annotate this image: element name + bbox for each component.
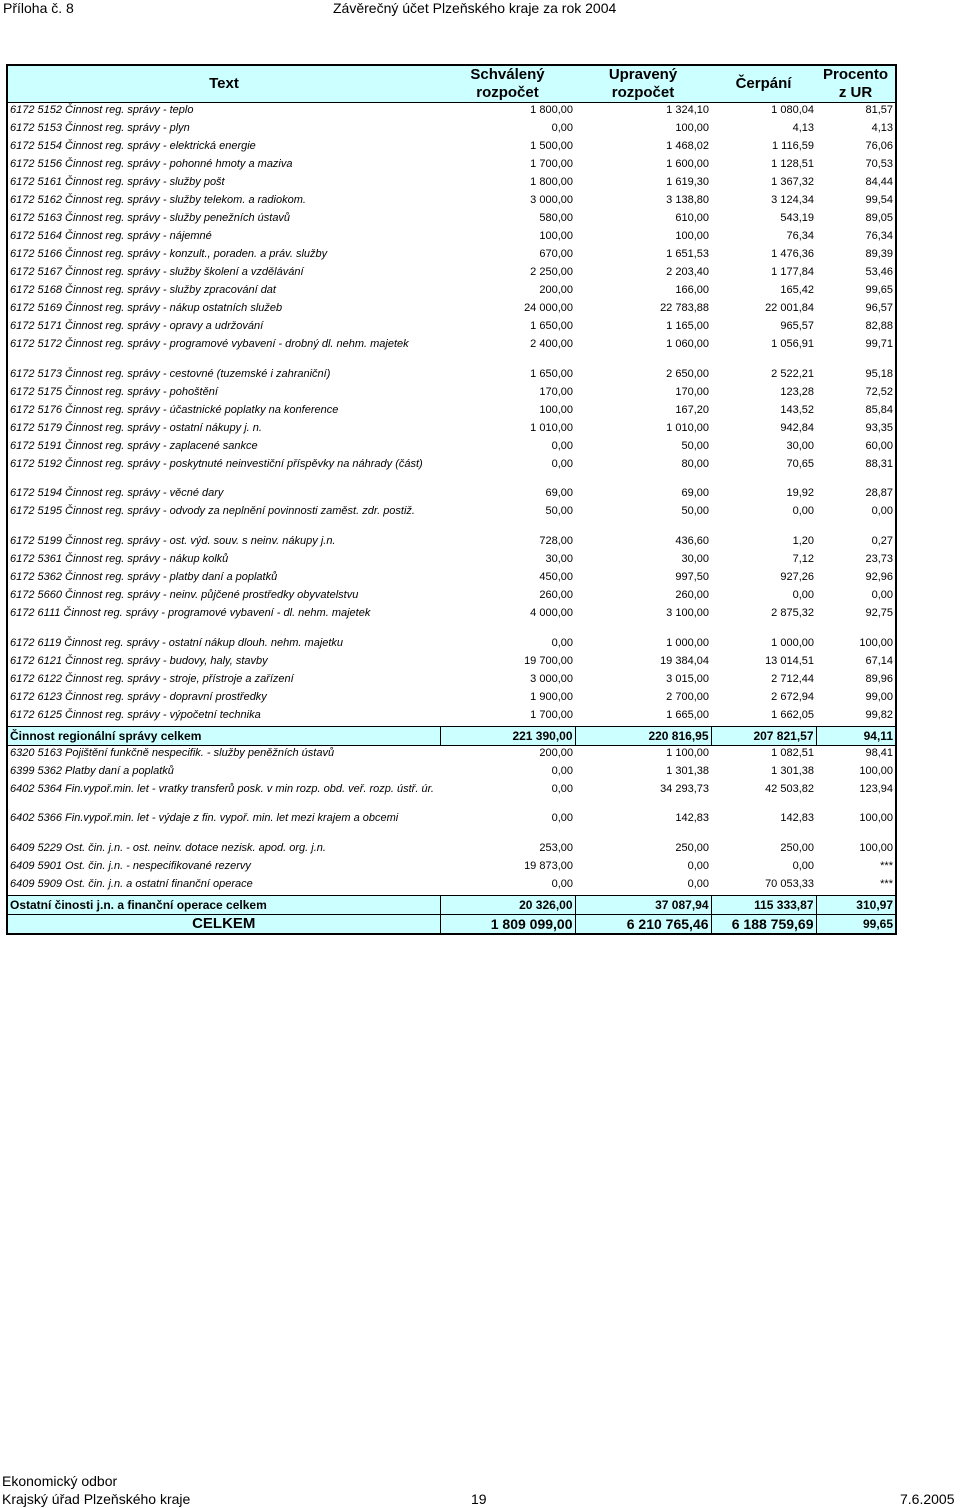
row-approved: 0,00 [551,812,573,824]
subtotal-spent: 115 333,87 [711,896,816,915]
row-approved: 1 700,00 [530,158,573,170]
row-percent: 99,54 [865,194,893,206]
table-row [7,486,896,504]
row-approved: 2 400,00 [530,338,573,350]
row-spent: 19,92 [786,487,814,499]
table-row [7,504,896,534]
row-approved: 0,00 [551,458,573,470]
table-row [7,764,896,782]
row-approved: 728,00 [539,535,573,547]
row-description: 6172 5164 Činnost reg. správy - nájemné [10,230,212,242]
row-adjusted: 34 293,73 [660,783,709,795]
row-percent: 23,73 [865,553,893,565]
row-approved: 2 250,00 [530,266,573,278]
row-adjusted: 1 301,38 [666,765,709,777]
row-adjusted: 436,60 [675,535,709,547]
subtotal-row-regional [7,727,896,746]
row-percent: 95,18 [865,368,893,380]
row-adjusted: 1 468,02 [666,140,709,152]
row-spent: 165,42 [780,284,814,296]
row-percent: 89,96 [865,673,893,685]
row-adjusted: 50,00 [681,505,709,517]
table-row [7,457,896,486]
row-adjusted: 2 650,00 [666,368,709,380]
row-spent: 1 080,04 [771,104,814,116]
table-body-regional [7,103,896,727]
row-spent: 1 082,51 [771,747,814,759]
row-approved: 1 800,00 [530,104,573,116]
row-approved: 1 500,00 [530,140,573,152]
row-adjusted: 30,00 [681,553,709,565]
row-percent: 99,00 [865,691,893,703]
total-approved: 1 809 099,00 [440,915,575,935]
row-adjusted: 170,00 [675,386,709,398]
subtotal-approved: 20 326,00 [440,896,575,915]
row-description: 6172 5195 Činnost reg. správy - odvody za neplnění povinnosti zaměst. zdr. postiž. [10,505,415,517]
subtotal-row-other [7,896,896,915]
row-approved: 1 700,00 [530,709,573,721]
row-approved: 200,00 [539,747,573,759]
grand-total-row [7,915,896,935]
row-approved: 253,00 [539,842,573,854]
subtotal-percent: 94,11 [816,727,896,746]
row-percent: 0,27 [871,535,893,547]
row-description: 6172 5362 Činnost reg. správy - platby daní a poplatků [10,571,278,583]
row-description: 6172 5361 Činnost reg. správy - nákup kolků [10,553,229,565]
row-description: 6172 6122 Činnost reg. správy - stroje, přístroje a zařízení [10,673,294,685]
row-percent: 85,84 [865,404,893,416]
row-adjusted: 1 619,30 [666,176,709,188]
row-percent: 123,94 [859,783,893,795]
row-spent: 1 056,91 [771,338,814,350]
row-approved: 450,00 [539,571,573,583]
col-header-text: Text [7,65,440,103]
row-spent: 1 128,51 [771,158,814,170]
row-approved: 69,00 [545,487,573,499]
table-row [7,570,896,588]
table-row [7,746,896,765]
row-approved: 1 650,00 [530,320,573,332]
row-adjusted: 167,20 [675,404,709,416]
table-row [7,439,896,457]
row-adjusted: 2 700,00 [666,691,709,703]
row-spent: 2 672,94 [771,691,814,703]
row-approved: 170,00 [539,386,573,398]
row-percent: 98,41 [865,747,893,759]
row-approved: 100,00 [539,230,573,242]
row-description: 6172 5163 Činnost reg. správy - služby penežních ústavů [10,212,291,224]
row-approved: 200,00 [539,284,573,296]
row-approved: 24 000,00 [524,302,573,314]
row-adjusted: 69,00 [681,487,709,499]
subtotal-other [7,896,896,935]
row-adjusted: 100,00 [675,230,709,242]
row-percent: 92,96 [865,571,893,583]
row-adjusted: 1 600,00 [666,158,709,170]
table-row [7,175,896,193]
row-spent: 123,28 [780,386,814,398]
row-description: 6172 5660 Činnost reg. správy - neinv. půjčené prostředky obyvatelstvu [10,589,359,601]
footer-department: Ekonomický odbor [2,1473,118,1489]
row-adjusted: 19 384,04 [660,655,709,667]
row-percent: 81,57 [865,104,893,116]
row-spent: 1 177,84 [771,266,814,278]
row-adjusted: 22 783,88 [660,302,709,314]
row-spent: 30,00 [786,440,814,452]
row-spent: 76,34 [786,230,814,242]
budget-table [6,64,897,935]
footer-office: Krajský úřad Plzeňského kraje [2,1491,191,1507]
row-percent: 99,71 [865,338,893,350]
document-title: Závěrečný účet Plzeňského kraje za rok 2004 [333,0,617,16]
row-approved: 19 873,00 [524,860,573,872]
table-row [7,229,896,247]
row-adjusted: 1 665,00 [666,709,709,721]
row-adjusted: 610,00 [675,212,709,224]
row-approved: 1 800,00 [530,176,573,188]
row-approved: 19 700,00 [524,655,573,667]
row-description: 6172 5171 Činnost reg. správy - opravy a udržování [10,320,264,332]
table-row [7,859,896,877]
table-row [7,301,896,319]
subtotal-label: Ostatní činosti j.n. a finanční operace celkem [7,896,440,915]
row-approved: 0,00 [551,440,573,452]
row-description: 6172 5156 Činnost reg. správy - pohonné hmoty a maziva [10,158,293,170]
row-approved: 1 900,00 [530,691,573,703]
footer-date: 7.6.2005 [900,1491,955,1507]
row-description: 6172 5166 Činnost reg. správy - konzult., poraden. a práv. služby [10,248,328,260]
table-row [7,782,896,811]
row-spent: 0,00 [792,505,814,517]
row-description: 6172 6125 Činnost reg. správy - výpočetní technika [10,709,261,721]
table-row [7,841,896,859]
row-description: 6172 5173 Činnost reg. správy - cestovné (tuzemské i zahraniční) [10,368,331,380]
row-approved: 3 000,00 [530,194,573,206]
row-adjusted: 1 000,00 [666,637,709,649]
row-description: 6402 5364 Fin.vypoř.min. let - vratky transferů posk. v min rozp. obd. veř. rozp. ústř. úr. [10,783,434,795]
row-adjusted: 166,00 [675,284,709,296]
table-body-other [7,746,896,896]
row-spent: 4,13 [792,122,814,134]
row-approved: 3 000,00 [530,673,573,685]
row-percent: 53,46 [865,266,893,278]
table-row [7,421,896,439]
row-description: 6172 5162 Činnost reg. správy - služby telekom. a radiokom. [10,194,306,206]
table-row [7,672,896,690]
row-spent: 927,26 [780,571,814,583]
page-number: 19 [471,1491,487,1507]
col-header-adjusted [575,65,711,103]
row-spent: 70,65 [786,458,814,470]
subtotal-spent: 207 821,57 [711,727,816,746]
row-description: 6172 5176 Činnost reg. správy - účastnické poplatky na konference [10,404,339,416]
row-percent: 0,00 [871,589,893,601]
col-header-adjusted-line2: rozpočet [611,84,675,101]
table-row [7,877,896,896]
row-description: 6172 5169 Činnost reg. správy - nákup ostatních služeb [10,302,283,314]
total-label: CELKEM [7,915,440,935]
table-row [7,606,896,636]
row-approved: 30,00 [545,553,573,565]
page-header [0,0,960,16]
table-row [7,367,896,385]
row-description: 6172 6119 Činnost reg. správy - ostatní nákup dlouh. nehm. majetku [10,637,344,649]
row-adjusted: 3 100,00 [666,607,709,619]
row-description: 6172 5168 Činnost reg. správy - služby zpracování dat [10,284,276,296]
row-percent: 72,52 [865,386,893,398]
row-description: 6409 5901 Ost. čin. j.n. - nespecifikované rezervy [10,860,251,872]
row-percent: 100,00 [859,812,893,824]
row-approved: 100,00 [539,404,573,416]
table-row [7,588,896,606]
col-header-percent [816,65,896,103]
row-percent: 100,00 [859,637,893,649]
row-percent: 0,00 [871,505,893,517]
subtotal-adjusted: 220 816,95 [575,727,711,746]
row-spent: 1 476,36 [771,248,814,260]
row-description: 6172 5172 Činnost reg. správy - programové vybavení - drobný dl. nehm. majetek [10,338,409,350]
row-percent: 60,00 [865,440,893,452]
row-adjusted: 80,00 [681,458,709,470]
row-description: 6172 5152 Činnost reg. správy - teplo [10,104,194,116]
table-row [7,265,896,283]
table-row [7,690,896,708]
row-percent: 70,53 [865,158,893,170]
table-row [7,552,896,570]
row-approved: 0,00 [551,637,573,649]
row-spent: 42 503,82 [765,783,814,795]
row-adjusted: 1 165,00 [666,320,709,332]
subtotal-regional [7,727,896,746]
total-spent: 6 188 759,69 [711,915,816,935]
col-header-adjusted-line1: Upravený [608,66,678,83]
row-approved: 580,00 [539,212,573,224]
table-row [7,654,896,672]
row-percent: 76,06 [865,140,893,152]
row-spent: 1,20 [792,535,814,547]
row-adjusted: 3 138,80 [666,194,709,206]
row-description: 6172 5194 Činnost reg. správy - věcné dary [10,487,224,499]
row-spent: 965,57 [780,320,814,332]
row-description: 6172 5153 Činnost reg. správy - plyn [10,122,190,134]
col-header-approved-line1: Schválený [470,66,545,83]
row-percent: 99,65 [865,284,893,296]
row-adjusted: 1 060,00 [666,338,709,350]
row-spent: 0,00 [792,589,814,601]
row-approved: 4 000,00 [530,607,573,619]
row-description: 6399 5362 Platby daní a poplatků [10,765,174,777]
row-approved: 0,00 [551,783,573,795]
row-adjusted: 1 010,00 [666,422,709,434]
row-spent: 0,00 [792,860,814,872]
table-row [7,193,896,211]
row-spent: 7,12 [792,553,814,565]
row-percent: 89,05 [865,212,893,224]
total-percent: 99,65 [816,915,896,935]
table-row [7,811,896,841]
row-adjusted: 50,00 [681,440,709,452]
annex-label: Příloha č. 8 [3,0,74,16]
table-row [7,534,896,552]
row-description: 6320 5163 Pojištění funkčně nespecifik. - služby peněžních ústavů [10,747,335,759]
row-adjusted: 260,00 [675,589,709,601]
row-percent: 82,88 [865,320,893,332]
table-row [7,247,896,265]
table-row [7,283,896,301]
row-spent: 70 053,33 [765,878,814,890]
row-adjusted: 1 100,00 [666,747,709,759]
row-adjusted: 3 015,00 [666,673,709,685]
row-spent: 2 522,21 [771,368,814,380]
row-adjusted: 1 651,53 [666,248,709,260]
table-row [7,337,896,367]
table-row [7,121,896,139]
table-row [7,636,896,654]
col-header-spent: Čerpání [711,65,816,103]
row-adjusted: 250,00 [675,842,709,854]
subtotal-adjusted: 37 087,94 [575,896,711,915]
row-description: 6172 6111 Činnost reg. správy - programové vybavení - dl. nehm. majetek [10,607,371,619]
row-approved: 0,00 [551,878,573,890]
row-description: 6409 5229 Ost. čin. j.n. - ost. neinv. dotace nezisk. apod. org. j.n. [10,842,326,854]
col-header-approved-line2: rozpočet [476,84,539,101]
row-percent: *** [880,860,893,872]
table-row [7,157,896,175]
row-description: 6172 6123 Činnost reg. správy - dopravní prostředky [10,691,267,703]
row-spent: 143,52 [780,404,814,416]
row-approved: 0,00 [551,765,573,777]
row-description: 6172 5167 Činnost reg. správy - služby školení a vzdělávání [10,266,304,278]
row-spent: 1 367,32 [771,176,814,188]
row-spent: 942,84 [780,422,814,434]
table-row [7,708,896,727]
row-spent: 543,19 [780,212,814,224]
row-spent: 13 014,51 [765,655,814,667]
total-adjusted: 6 210 765,46 [575,915,711,935]
row-spent: 2 712,44 [771,673,814,685]
row-spent: 142,83 [780,812,814,824]
row-adjusted: 2 203,40 [666,266,709,278]
row-description: 6172 5161 Činnost reg. správy - služby pošt [10,176,225,188]
row-description: 6409 5909 Ost. čin. j.n. a ostatní finanční operace [10,878,253,890]
row-adjusted: 142,83 [675,812,709,824]
row-percent: 76,34 [865,230,893,242]
row-description: 6402 5366 Fin.vypoř.min. let - výdaje z fin. vypoř. min. let mezi krajem a obcemi [10,812,399,824]
col-header-percent-line1: Procento [822,66,888,83]
row-approved: 670,00 [539,248,573,260]
row-adjusted: 997,50 [675,571,709,583]
table-row [7,319,896,337]
row-approved: 260,00 [539,589,573,601]
row-percent: 100,00 [859,765,893,777]
row-approved: 0,00 [551,122,573,134]
row-spent: 1 116,59 [771,140,814,152]
row-percent: 67,14 [865,655,893,667]
row-approved: 50,00 [545,505,573,517]
subtotal-percent: 310,97 [816,896,896,915]
row-spent: 2 875,32 [771,607,814,619]
row-adjusted: 0,00 [687,860,709,872]
row-spent: 3 124,34 [771,194,814,206]
row-percent: 28,87 [865,487,893,499]
row-description: 6172 5175 Činnost reg. správy - pohoštění [10,386,218,398]
subtotal-approved: 221 390,00 [440,727,575,746]
row-approved: 1 010,00 [530,422,573,434]
row-adjusted: 1 324,10 [666,104,709,116]
row-spent: 1 662,05 [771,709,814,721]
table-header-row [7,65,896,103]
table-row [7,139,896,157]
row-description: 6172 5191 Činnost reg. správy - zaplacené sankce [10,440,258,452]
row-percent: 4,13 [871,122,893,134]
row-spent: 1 301,38 [771,765,814,777]
table-row [7,211,896,229]
row-percent: 89,39 [865,248,893,260]
row-percent: *** [880,878,893,890]
row-description: 6172 5192 Činnost reg. správy - poskytnuté neinvestiční příspěvky na náhrady (část) [10,458,423,470]
row-spent: 250,00 [780,842,814,854]
row-percent: 84,44 [865,176,893,188]
row-description: 6172 5154 Činnost reg. správy - elektrická energie [10,140,256,152]
col-header-approved [440,65,575,103]
row-spent: 22 001,84 [765,302,814,314]
row-adjusted: 0,00 [687,878,709,890]
row-percent: 99,82 [865,709,893,721]
row-percent: 96,57 [865,302,893,314]
table-row [7,403,896,421]
row-description: 6172 5199 Činnost reg. správy - ost. výd. souv. s neinv. nákupy j.n. [10,535,336,547]
row-percent: 93,35 [865,422,893,434]
row-percent: 92,75 [865,607,893,619]
row-approved: 1 650,00 [530,368,573,380]
row-description: 6172 6121 Činnost reg. správy - budovy, haly, stavby [10,655,268,667]
subtotal-label: Činnost regionální správy celkem [7,727,440,746]
col-header-percent-line2: z UR [838,84,873,101]
row-percent: 88,31 [865,458,893,470]
row-percent: 100,00 [859,842,893,854]
row-adjusted: 100,00 [675,122,709,134]
row-spent: 1 000,00 [771,637,814,649]
row-description: 6172 5179 Činnost reg. správy - ostatní nákupy j. n. [10,422,262,434]
table-row [7,385,896,403]
table-row [7,103,896,122]
